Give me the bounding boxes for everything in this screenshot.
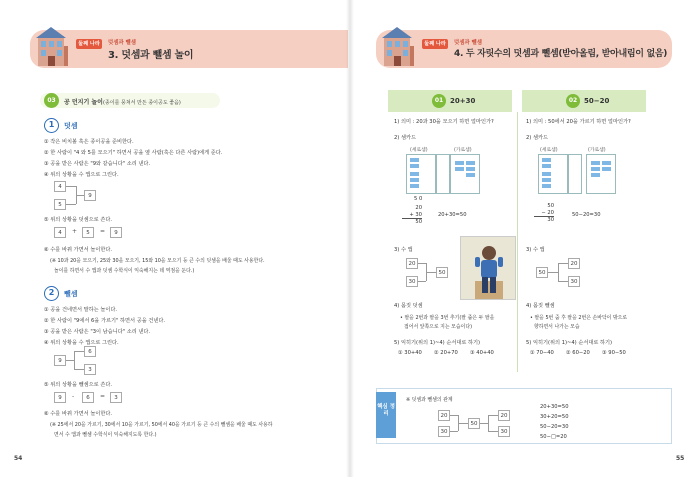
bond-box: 5 xyxy=(54,199,66,210)
question-line: 4) 몸짓 덧셈 xyxy=(394,303,423,309)
bond-box: 4 xyxy=(54,181,66,192)
practice-item: ② 20+70 xyxy=(434,350,458,356)
step-line: ③ 공을 받은 사람은 "9와 같습니다" 소리 낸다. xyxy=(44,161,151,167)
question-line: 5) 익히기(위의 1)~4) 순서대로 하기) xyxy=(394,340,481,346)
part1-title: 덧셈 xyxy=(64,122,78,130)
question-line: 3) 수 앱 xyxy=(526,247,545,253)
part2-number: 2 xyxy=(44,286,59,301)
bond-box: 3 xyxy=(84,364,96,375)
bond-box: 50 xyxy=(468,418,480,429)
step-line: ② 한 사람이 "9에서 6을 가르기" 하면서 공을 건넨다. xyxy=(44,318,166,324)
bond-box: 30 xyxy=(568,276,580,287)
topic-label: 덧셈과 뺄셈 xyxy=(454,40,482,46)
col2-expr: 50−20 xyxy=(584,97,610,105)
vertical-sum: 20 + 30 50 xyxy=(402,205,422,226)
summary-tab: 핵심 정리 xyxy=(376,392,396,438)
question-line: 1) 의미 : 20과 30을 모으기 하면 얼마인가? xyxy=(394,119,494,125)
lesson-banner xyxy=(376,30,672,68)
page-number: 54 xyxy=(14,455,23,462)
col1-number: 01 xyxy=(432,94,446,108)
bond-box: 30 xyxy=(438,426,450,437)
step-line: ⑤ 위의 상황을 뺄셈으로 쓴다. xyxy=(44,382,113,388)
chapter-badge: 둘째 나라 xyxy=(76,39,102,49)
right-page xyxy=(350,0,700,477)
card-label: (세로셈) xyxy=(410,148,428,153)
section-number: 03 xyxy=(44,93,59,108)
eq-symbol: - xyxy=(72,393,75,400)
question-line: 4) 몸짓 뺄셈 xyxy=(526,303,555,309)
bond-box: 50 xyxy=(536,267,548,278)
summary-equation: 20+30=50 xyxy=(540,404,569,410)
part2-title: 뺄셈 xyxy=(64,290,78,298)
book-gutter xyxy=(346,0,354,477)
summary-equation: 30+20=50 xyxy=(540,414,569,420)
section-title: 공 던지기 놀이(종이를 뭉쳐서 만든 종이공도 좋음) xyxy=(64,99,181,106)
practice-item: ③ 40+40 xyxy=(470,350,494,356)
note-line: (※ 10과 20을 모으기, 25와 30을 모으기, 15와 10을 모으기 등 큰 수의 덧셈을 배울 때도 사용한다. xyxy=(50,258,265,264)
child-figure-icon xyxy=(461,237,516,300)
answer-line: 향하면서 나가는 모습 xyxy=(534,324,580,330)
lesson-title: 4. 두 자릿수의 덧셈과 뺄셈(받아올림, 받아내림이 없음) xyxy=(454,49,668,59)
horizontal-sum: 20+30=50 xyxy=(438,212,467,218)
lesson-banner xyxy=(30,30,348,68)
step-line: ① 작은 비치볼 혹은 종이공을 준비한다. xyxy=(44,139,134,145)
card-label: (세로셈) xyxy=(540,148,558,153)
bond-box: 30 xyxy=(406,276,418,287)
bond-box: 20 xyxy=(406,258,418,269)
practice-item: ① 70−40 xyxy=(530,350,554,356)
horizontal-card xyxy=(586,154,616,194)
eq-box: 6 xyxy=(82,392,94,403)
bond-box: 9 xyxy=(84,190,96,201)
bond-box: 30 xyxy=(498,426,510,437)
card-label: (가로셈) xyxy=(454,148,472,153)
answer-line: • 팔을 2번과 팔을 3번 추기(팔 줍은 두 팔을 xyxy=(400,315,495,321)
chapter-badge: 둘째 나라 xyxy=(422,39,448,49)
summary-equation: 50−20=30 xyxy=(540,424,569,430)
col2-number: 02 xyxy=(566,94,580,108)
bond-box: 50 xyxy=(436,267,448,278)
eq-symbol: = xyxy=(100,228,106,235)
eq-box: 5 xyxy=(82,227,94,238)
step-line: ② 한 사람이 "4 와 5를 모으기" 하면서 공을 옆 사람(혹은 다른 사람)에게 준다. xyxy=(44,150,223,156)
house-icon xyxy=(34,26,70,68)
horizontal-card xyxy=(450,154,480,194)
house-icon xyxy=(380,26,416,68)
tens-card xyxy=(538,154,568,194)
bond-box: 6 xyxy=(84,346,96,357)
vertical-difference: 50 − 20 30 xyxy=(534,203,554,224)
note-line: (※ 25에서 20을 가르기, 30에서 10을 가르기, 50에서 40을 가르기 등 큰 수의 뺄셈을 배울 때도 사용하 xyxy=(50,422,273,428)
digit-row: 5 0 xyxy=(414,196,423,202)
ones-card xyxy=(568,154,582,194)
practice-item: ② 60−20 xyxy=(566,350,590,356)
step-line: ④ 위의 상황을 수 앱으로 그린다. xyxy=(44,172,119,178)
question-line: 3) 수 앱 xyxy=(394,247,413,253)
question-line: 5) 익히기(위의 1)~4) 순서대로 하기) xyxy=(526,340,613,346)
child-photo xyxy=(460,236,516,300)
step-line: ④ 위의 상황을 수 앱으로 그린다. xyxy=(44,340,119,346)
answer-line: • 팔을 5번 줌 후 팔을 2번은 손바닥이 밖으로 xyxy=(530,315,628,321)
step-line: ⑥ 수를 바꿔 가면서 놀이한다. xyxy=(44,247,113,253)
horizontal-difference: 50−20=30 xyxy=(572,212,601,218)
step-line: ① 공을 건네면서 말하는 놀이다. xyxy=(44,307,118,313)
eq-box: 9 xyxy=(110,227,122,238)
card-label: (가로셈) xyxy=(588,148,606,153)
part1-number: 1 xyxy=(44,118,59,133)
question-line: 2) 셈카드 xyxy=(394,135,417,141)
practice-item: ③ 90−50 xyxy=(602,350,626,356)
bond-box: 9 xyxy=(54,355,66,366)
ones-card xyxy=(436,154,450,194)
practice-item: ① 30+40 xyxy=(398,350,422,356)
answer-line: 접어서 앞쪽으로 지는 모습이다) xyxy=(404,324,472,330)
lesson-title: 3. 덧셈과 뺄셈 놀이 xyxy=(108,50,194,61)
eq-symbol: = xyxy=(100,393,106,400)
eq-box: 4 xyxy=(54,227,66,238)
note-line: 놀이를 하면서 수 앱과 덧셈 수학식이 익숙해지는 데 역점을 둔다.) xyxy=(54,268,195,274)
step-line: ③ 공을 받은 사람은 "3이 남습니다" 소리 낸다. xyxy=(44,329,151,335)
bond-box: 20 xyxy=(498,410,510,421)
bond-box: 20 xyxy=(568,258,580,269)
step-line: ⑥ 수를 바꿔 가면서 놀이한다. xyxy=(44,411,113,417)
page-number: 55 xyxy=(676,455,685,462)
eq-box: 3 xyxy=(110,392,122,403)
step-line: ⑤ 위의 상황을 덧셈으로 쓴다. xyxy=(44,217,113,223)
tens-card xyxy=(406,154,436,194)
summary-equation: 50−□=20 xyxy=(540,434,567,440)
col1-expr: 20+30 xyxy=(450,97,476,105)
eq-symbol: + xyxy=(72,228,78,235)
summary-heading: ※ 덧셈과 뺄셈의 관계 xyxy=(406,397,453,403)
question-line: 2) 셈카드 xyxy=(526,135,549,141)
bond-box: 20 xyxy=(438,410,450,421)
eq-box: 9 xyxy=(54,392,66,403)
question-line: 1) 의미 : 50에서 20을 가르기 하면 얼마인가? xyxy=(526,119,631,125)
topic-label: 덧셈과 뺄셈 xyxy=(108,40,136,46)
note-line: 면서 수 앱과 뺄셈 수학식이 익숙해지도록 한다.) xyxy=(54,432,157,438)
